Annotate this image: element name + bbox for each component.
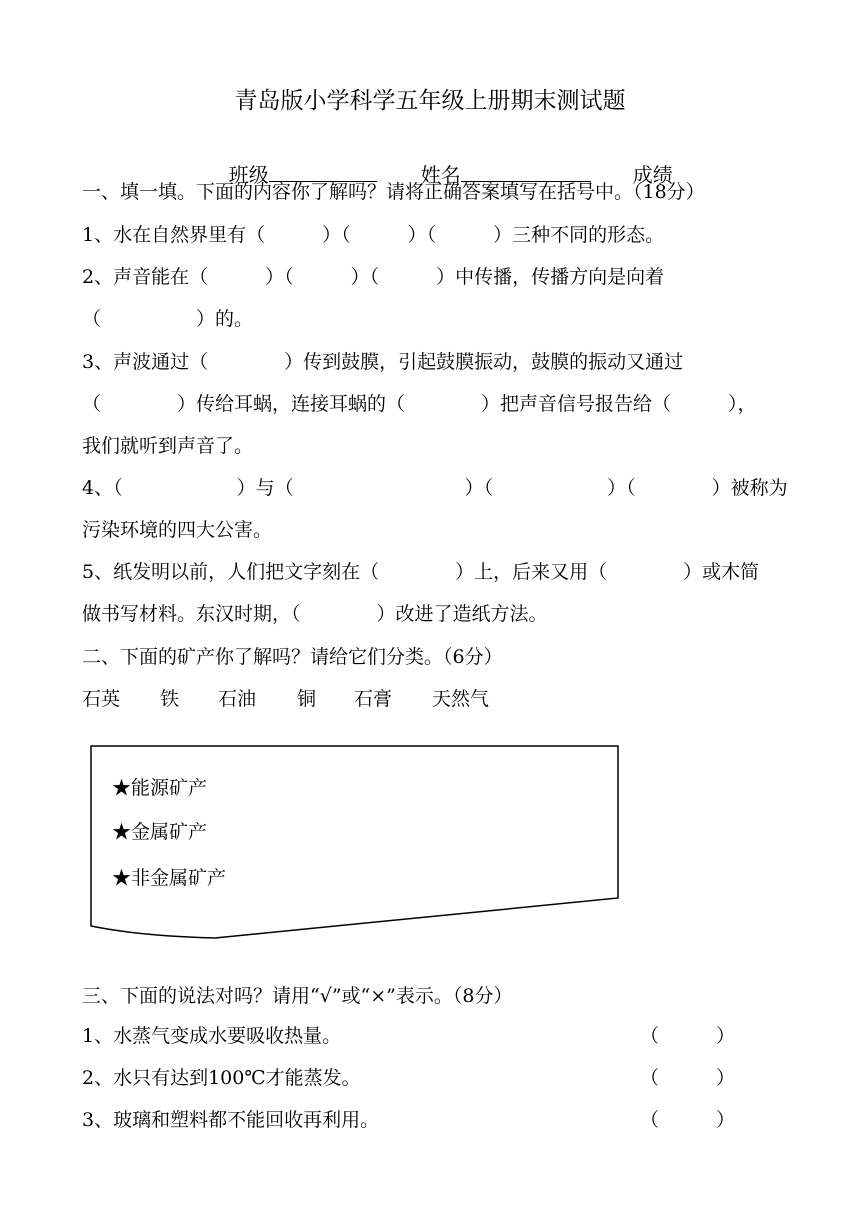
mineral-item: 石油: [218, 688, 257, 710]
category-metal: ★金属矿产: [112, 821, 208, 843]
mineral-item: 天然气: [432, 688, 490, 710]
question-2-line1: 2、声音能在（ ）（ ）（ ）中传播，传播方向是向着: [82, 266, 665, 288]
answer-paren-2[interactable]: （ ）: [640, 1067, 736, 1089]
question-1: 1、水在自然界里有（ ）（ ）（ ）三种不同的形态。: [82, 224, 665, 246]
score-label: 成绩: [632, 163, 673, 187]
mineral-item: 石膏: [354, 688, 393, 710]
judgment-item-3: 3、玻璃和塑料都不能回收再利用。: [82, 1109, 380, 1131]
section3-heading: 三、下面的说法对吗？请用“√”或“×”表示。（8分）: [82, 985, 513, 1007]
judgment-item-1: 1、水蒸气变成水要吸收热量。: [82, 1025, 342, 1047]
question-3-line2: （ ）传给耳蜗，连接耳蜗的（ ）把声音信号报告给（ ），: [82, 393, 757, 415]
answer-paren-1[interactable]: （ ）: [640, 1025, 736, 1047]
question-5-line1: 5、纸发明以前，人们把文字刻在（ ）上，后来又用（ ）或木简: [82, 561, 760, 583]
mineral-item: 石英: [82, 688, 121, 710]
question-2-line2: （ ）的。: [82, 308, 254, 330]
question-3-line1: 3、声波通过（ ）传到鼓膜，引起鼓膜振动，鼓膜的振动又通过: [82, 351, 684, 373]
question-4-line2: 污染环境的四大公害。: [82, 519, 273, 541]
section1-heading: 一、填一填。下面的内容你了解吗？请将正确答案填写在括号中。（18分）: [82, 181, 705, 203]
page-title: 青岛版小学科学五年级上册期末测试题: [234, 88, 626, 114]
class-label: 班级: [228, 163, 269, 187]
answer-paren-3[interactable]: （ ）: [640, 1109, 736, 1131]
mineral-item: 铁: [160, 688, 180, 710]
section2-heading: 二、下面的矿产你了解吗？请给它们分类。（6分）: [82, 646, 503, 668]
category-energy: ★能源矿产: [112, 777, 208, 799]
category-nonmetal: ★非金属矿产: [112, 867, 227, 889]
question-3-line3: 我们就听到声音了。: [82, 435, 254, 457]
name-label: 姓名: [420, 163, 461, 187]
mineral-item: 铜: [297, 688, 317, 710]
judgment-item-2: 2、水只有达到100℃才能蒸发。: [82, 1067, 361, 1089]
question-5-line2: 做书写材料。东汉时期，（ ）改进了造纸方法。: [82, 603, 548, 625]
question-4-line1: 4、（ ）与（ ）（ ）（ ）被称为: [82, 477, 788, 499]
